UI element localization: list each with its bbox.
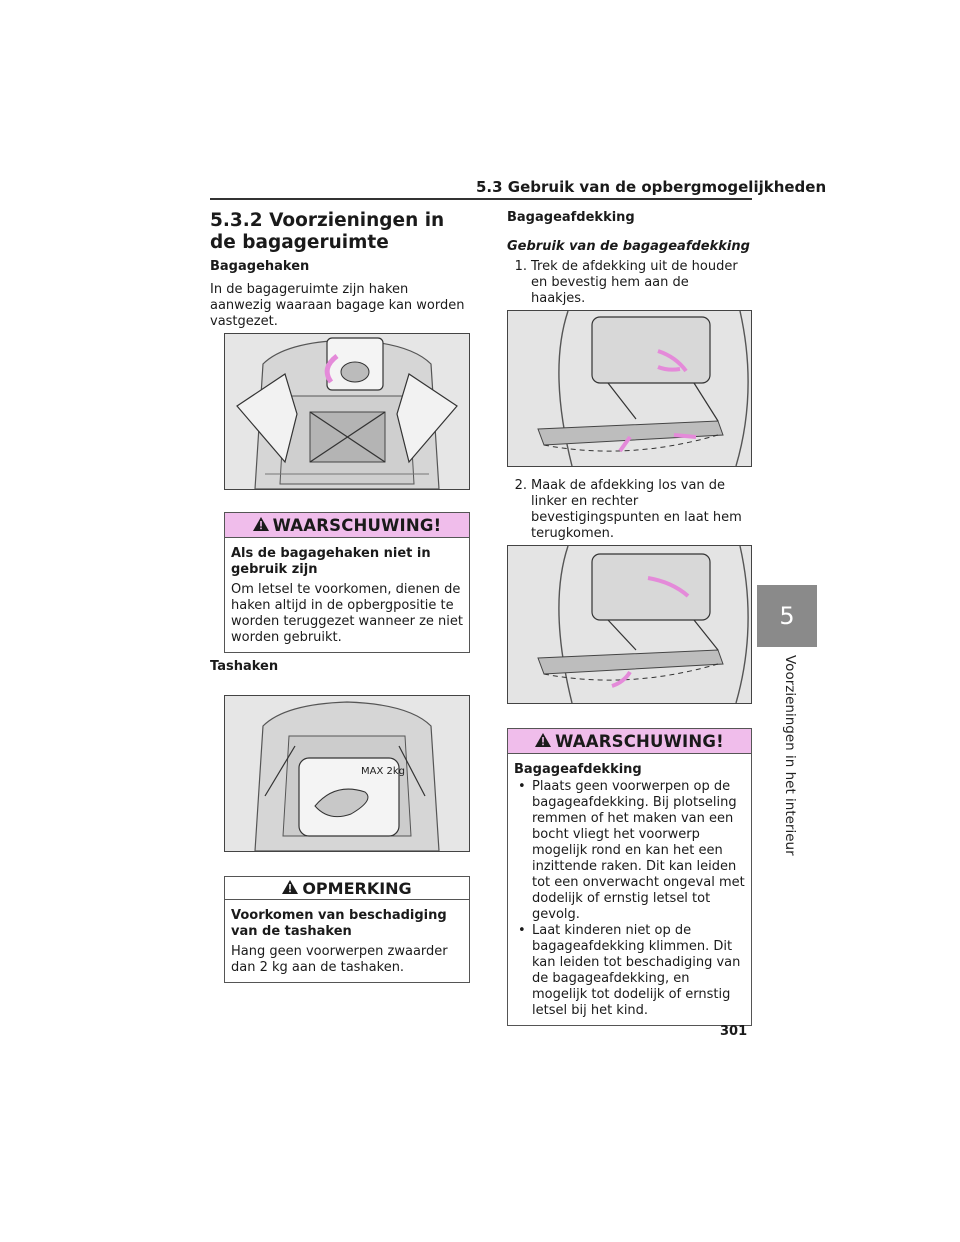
header-rule bbox=[210, 198, 752, 200]
warning-header: WAARSCHUWING! bbox=[225, 513, 469, 538]
chapter-side-title: Voorzieningen in het interieur bbox=[782, 655, 798, 856]
notice-box bbox=[224, 876, 470, 983]
notice-triangle-icon bbox=[282, 879, 298, 898]
notice-text: Hang geen voorwerpen zwaarder dan 2 kg aan de tashaken. bbox=[231, 944, 448, 975]
step-2: 2. Maak de afdekking los van de linker en rechter bevestigingspunten en laat hem terugkomen. bbox=[514, 478, 742, 541]
warning-title: Als de bagagehaken niet in gebruik zijn bbox=[231, 546, 431, 577]
warning-triangle-icon bbox=[535, 732, 551, 751]
figure-bag-hooks bbox=[224, 695, 470, 852]
warning-box-hooks bbox=[224, 512, 470, 653]
warning-bullets bbox=[514, 779, 745, 1019]
hooks-text: In de bagageruimte zijn haken aanwezig waaraan bagage kan worden vastgezet. bbox=[210, 282, 465, 329]
notice-title: Voorkomen van beschadiging van de tashaken bbox=[231, 908, 447, 939]
step-1: 1. Trek de afdekking uit de houder en bevestig hem aan de haakjes. bbox=[514, 259, 738, 306]
cover-title: Bagageafdekking bbox=[507, 210, 635, 225]
max-weight-label: MAX 2kg bbox=[361, 766, 405, 777]
warning-title: Bagageafdekking bbox=[514, 762, 642, 777]
section-header: 5.3 Gebruik van de opbergmogelijkheden bbox=[476, 178, 827, 196]
subsection-heading: 5.3.2 Voorzieningen in de bagageruimte bbox=[210, 210, 445, 253]
bag-hooks-title: Tashaken bbox=[210, 659, 279, 674]
list-item: • Laat kinderen niet op de bagageafdekking klimmen. Dit kan leiden tot beschadiging van de bagageafdekking, en mogelijk tot dodelijk of ernstig letsel bij het kind. bbox=[514, 923, 745, 1019]
warning-box-cover bbox=[507, 728, 752, 1026]
page-number: 301 bbox=[720, 1024, 748, 1039]
cover-use-title: Gebruik van de bagageafdekking bbox=[507, 239, 750, 254]
warning-header: WAARSCHUWING! bbox=[508, 729, 751, 754]
chapter-tab[interactable]: 5 bbox=[757, 585, 817, 647]
figure-cover-step-2 bbox=[507, 545, 752, 704]
figure-cover-step-1 bbox=[507, 310, 752, 467]
notice-header: OPMERKING bbox=[225, 877, 469, 900]
warning-text: Om letsel te voorkomen, dienen de haken altijd in de opbergpositie te worden teruggezet wanneer ze niet worden gebruikt. bbox=[231, 582, 464, 645]
list-item: • Plaats geen voorwerpen op de bagageafdekking. Bij plotseling remmen of het maken van een bocht vliegt het voorwerp mogelijk rond en kan het een inzittende raken. Dit kan leiden tot een onverwacht ongeval met dodelijk of ernstig letsel tot gevolg. bbox=[514, 779, 745, 923]
hooks-title: Bagagehaken bbox=[210, 259, 310, 274]
figure-luggage-hooks bbox=[224, 333, 470, 490]
warning-triangle-icon bbox=[253, 516, 269, 535]
